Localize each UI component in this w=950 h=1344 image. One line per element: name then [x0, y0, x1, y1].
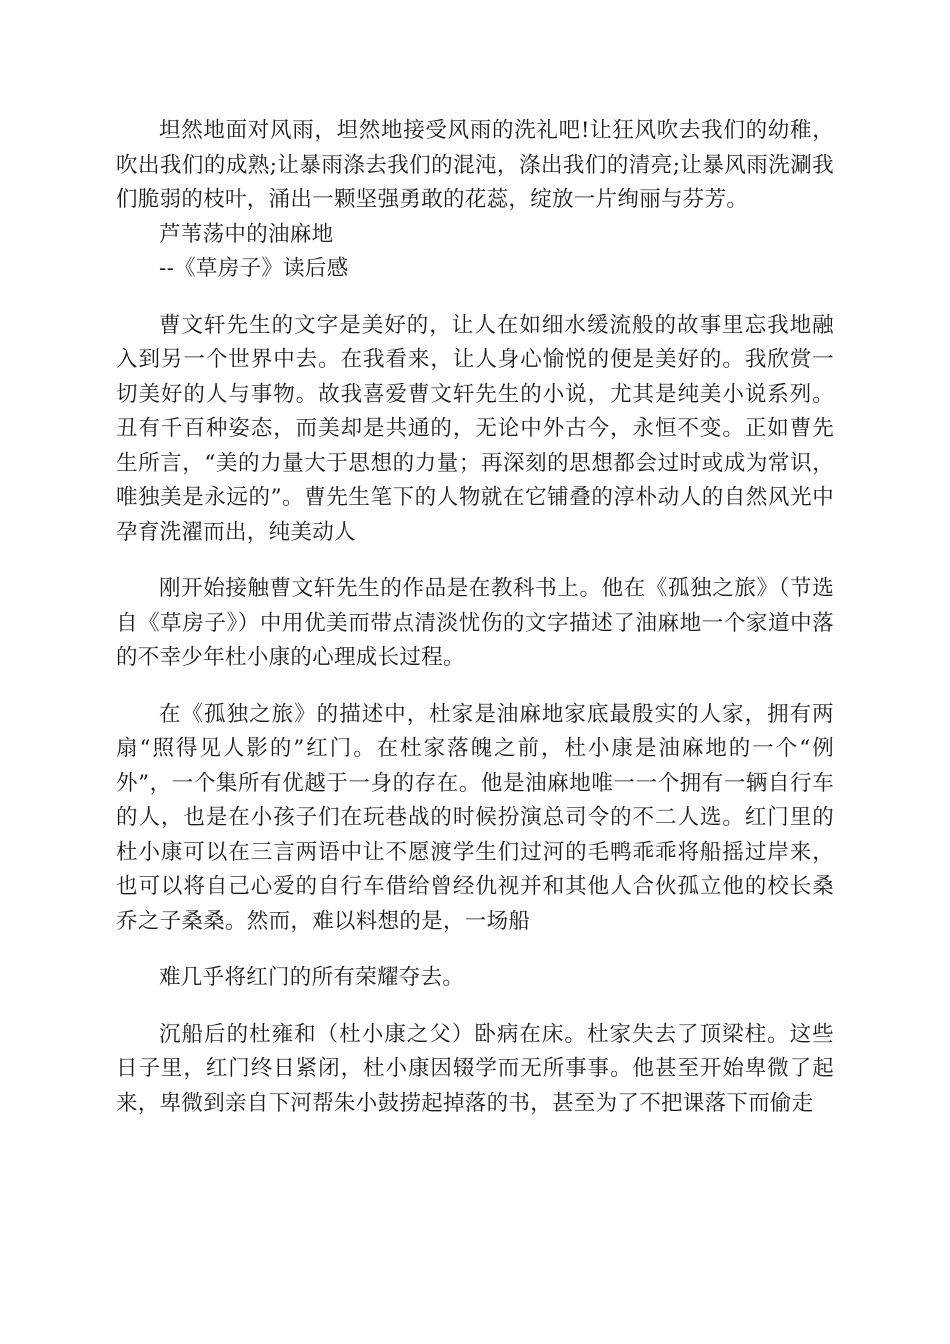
- paragraph-intro: 曹文轩先生的文字是美好的，让人在如细水缓流般的故事里忘我地融入到另一个世界中去。在我看来，让人身心愉悦的便是美好的。我欣赏一切美好的人与事物。故我喜爱曹文轩先生的小说，尤其是纯美小说系列。丑有千百种姿态，而美却是共通的，无论中外古今，永恒不变。正如曹先生所言，“美的力量大于思想的力量；再深刻的思想都会过时或成为常识，唯独美是永远的”。曹先生笔下的人物就在它铺叠的淳朴动人的自然风光中孕育洗濯而出，纯美动人: [116, 312, 834, 545]
- essay-subtitle: --《草房子》读后感: [159, 256, 349, 281]
- paragraph-aftermath: 沉船后的杜雍和（杜小康之父）卧病在床。杜家失去了顶梁柱。这些日子里，红门终日紧闭，杜小康因辍学而无所事事。他甚至开始卑微了起来，卑微到亲自下河帮朱小鼓捞起掉落的书，甚至为了不把课落下而偷走: [116, 1021, 834, 1116]
- document-body: [116, 114, 834, 1121]
- paragraph-shipwreck: 难几乎将红门的所有荣耀夺去。: [159, 965, 465, 990]
- paragraph-red-door: 在《孤独之旅》的描述中，杜家是油麻地家底最殷实的人家，拥有两扇“照得见人影的”红门。在杜家落魄之前，杜小康是油麻地的一个“例外”，一个集所有优越于一身的存在。他是油麻地唯一一个拥有一辆自行车的人，也是在小孩子们在玩巷战的时候扮演总司令的不二人选。红门里的杜小康可以在三言两语中让不愿渡学生们过河的毛鸭乖乖将船摇过岸来，也可以将自己心爱的自行车借给曾经仇视并和其他人合伙孤立他的校长桑乔之子桑桑。然而，难以料想的是，一场船: [116, 701, 834, 934]
- paragraph-first-contact: 刚开始接触曹文轩先生的作品是在教科书上。他在《孤独之旅》（节选自《草房子》）中用优美而带点清淡忧伤的文字描述了油麻地一个家道中落的不幸少年杜小康的心理成长过程。: [116, 576, 834, 670]
- paragraph-storm: 坦然地面对风雨，坦然地接受风雨的洗礼吧!让狂风吹去我们的幼稚，吹出我们的成熟;让暴雨涤去我们的混沌，涤出我们的清亮;让暴风雨洗涮我们脆弱的枝叶，涌出一颗坚强勇敢的花蕊，绽放一片绚丽与芬芳。: [116, 118, 834, 212]
- essay-title: 芦苇荡中的油麻地: [159, 221, 334, 247]
